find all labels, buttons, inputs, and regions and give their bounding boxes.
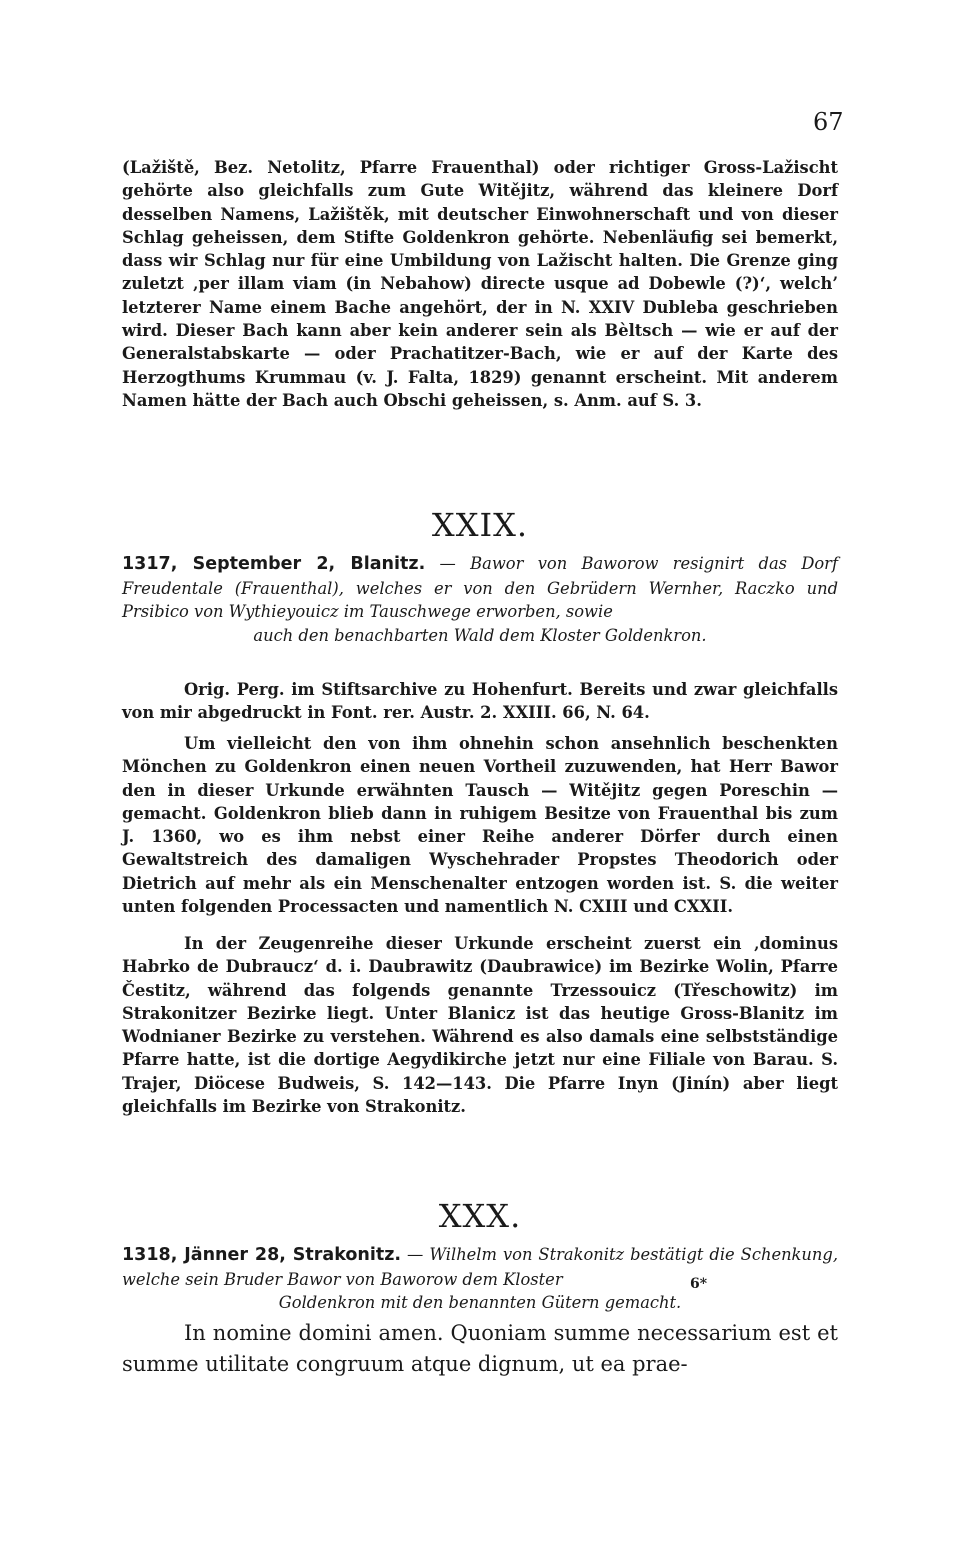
entry-dash: — <box>425 554 471 573</box>
source-note: Orig. Perg. im Stiftsarchive zu Hohenfurt. Bereits und zwar gleichfalls von mir abgedruckt in Font. rer. Austr. 2. XXIII. 66, N. 64. <box>122 680 838 723</box>
entry-summary-last-line: auch den benachbarten Wald dem Kloster Goldenkron. <box>253 625 707 645</box>
commentary-paragraph: Um vielleicht den von ihm ohnehin schon ansehnlich beschenkten Mönchen zu Goldenkron einen neuen Vortheil zuzuwenden, hat Herr Bawor den in dieser Urkunde erwähnten Tausch — Witějitz gegen Poreschin — gemacht. Goldenkron blieb dann in ruhigem Besitze von Frauenthal bis zum J. 1360, wo es ihm nebst einer Reihe anderer Dörfer durch einen Gewaltstreich des damaligen Wyschehrader Propstes Theodorich oder Dietrich auf mehr als ein Menschenalter entzogen worden ist. S. die weiter unten folgenden Processacten und namentlich N. CXIII und CXXII. <box>122 734 838 917</box>
entry-summary-last-line: Goldenkron mit den benannten Gütern gemacht. <box>278 1293 682 1312</box>
section-heading: XXIX. <box>431 506 529 544</box>
section-heading: XXX. <box>438 1197 522 1235</box>
entry-date-place: 1317, September 2, Blanitz. <box>122 554 426 574</box>
entry-date-place: 1318, Jänner 28, Strakonitz. <box>122 1245 402 1265</box>
page-number: 67 <box>813 108 844 136</box>
signature-mark: 6* <box>690 1276 708 1292</box>
intro-paragraph: (Lažiště, Bez. Netolitz, Pfarre Frauenthal) oder richtiger Gross-Lažischt gehörte also gleichfalls zum Gute Witějitz, während das kleinere Dorf desselben Namens, Lažištěk, mit deutscher Einwohnerschaft und von dieser Schlag geheissen, dem Stifte Goldenkron gehörte. Nebenläufig sei bemerkt, dass wir Schlag nur für eine Umbildung von Lažischt halten. Die Grenze ging zuletzt ‚per illam viam (in Nebahow) directe usque ad Dobewle (?)‘, welch’ letzterer Name einem Bache angehört, der in N. XXIV Dubleba geschrieben wird. Dieser Bach kann aber kein anderer sein als Bèltsch — wie er auf der Generalstabskarte — oder Prachatitzer-Bach, wie er auf der Karte des Herzogthums Krummau (v. J. Falta, 1829) genannt erscheint. Mit anderem Namen hätte der Bach auch Obschi geheissen, s. Anm. auf S. 3. <box>122 158 838 410</box>
entry-summary: Wilhelm von Strakonitz bestätigt die Schenkung, welche sein Bruder Bawor von Baworow dem Kloster <box>122 1245 838 1289</box>
entry-dash: — <box>401 1245 430 1264</box>
document-text: In nomine domini amen. Quoniam summe necessarium est et summe utilitate congruum atque dignum, ut ea prae- <box>122 1321 838 1376</box>
entry-summary: Bawor von Baworow resignirt das Dorf Freudentale (Frauenthal), welches er von den Gebrüdern Wernher, Raczko und Prsibico von Wythieyouicz im Tauschwege erworben, sowie <box>122 554 838 621</box>
entry-header <box>122 1243 838 1315</box>
commentary-paragraph: In der Zeugenreihe dieser Urkunde erscheint zuerst ein ‚dominus Habrko de Dubraucz‘ d. i. Daubrawitz (Daubrawice) im Bezirke Wolin, Pfarre Čestitz, während das folgends genannte Trzessouicz (Třeschowitz) im Strakonitzer Bezirke liegt. Unter Blanicz ist das heutige Gross-Blanitz im Wodnianer Bezirke zu verstehen. Während es also damals eine selbstständige Pfarre hatte, ist die dortige Aegydikirche jetzt nur eine Filiale von Barau. S. Trajer, Diöcese Budweis, S. 142—143. Die Pfarre Inyn (Jinín) aber liegt gleichfalls im Bezirke von Strakonitz. <box>122 934 838 1117</box>
entry-header <box>122 552 838 647</box>
